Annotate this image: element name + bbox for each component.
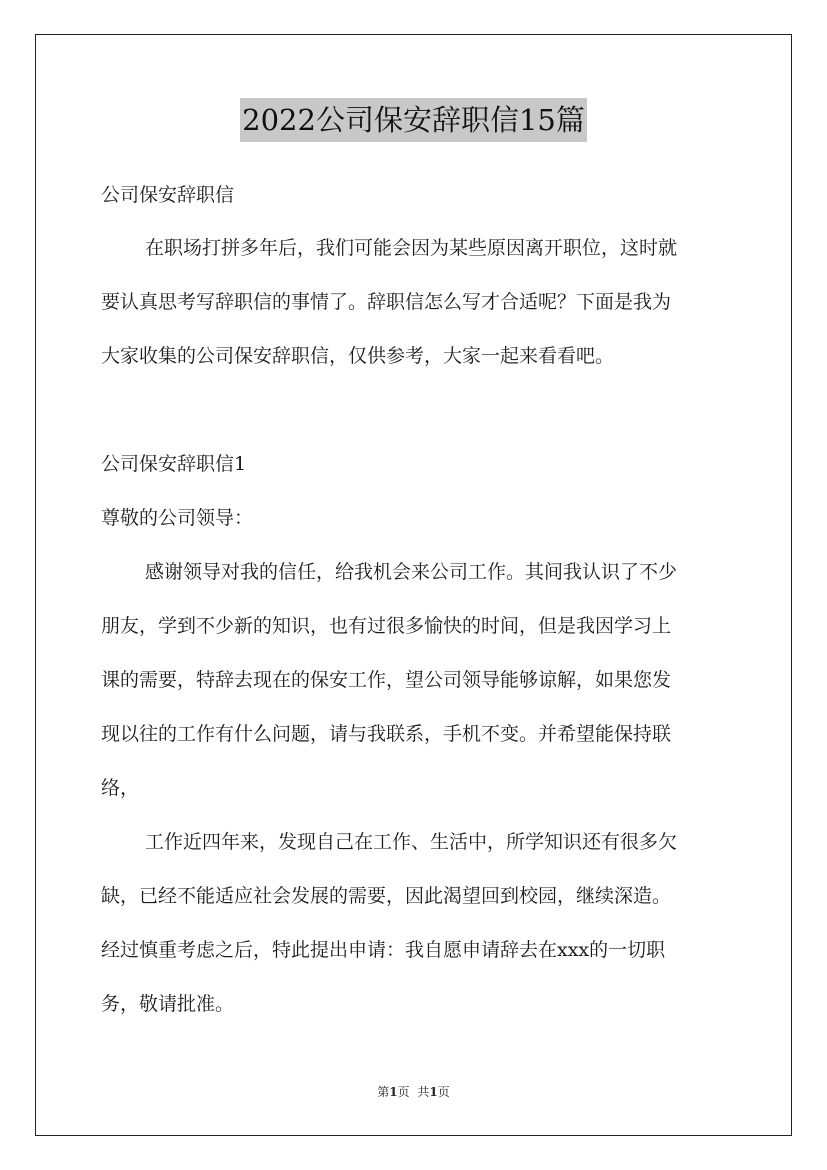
page-footer: [0, 1084, 827, 1100]
para2-line-2: 缺，已经不能适应社会发展的需要，因此渴望回到校园，继续深造。: [101, 885, 672, 907]
intro-line-1: 在职场打拼多年后，我们可能会因为某些原因离开职位，这时就: [145, 237, 678, 259]
para1-line-5: 络，: [101, 777, 140, 799]
footer-total-pages: 1: [429, 1085, 438, 1099]
para2-line-3: 经过慎重考虑之后，特此提出申请：我自愿申请辞去在xxx的一切职: [101, 939, 666, 961]
footer-total-prefix: 共: [417, 1085, 430, 1099]
para2-line-4: 务，敬请批准。: [101, 993, 235, 1015]
title-container: [0, 98, 827, 142]
para1-line-4: 现以往的工作有什么问题，请与我联系，手机不变。并希望能保持联: [101, 723, 672, 745]
para1-line-1: 感谢领导对我的信任，给我机会来公司工作。其间我认识了不少: [145, 561, 678, 583]
intro-line-2: 要认真思考写辞职信的事情了。辞职信怎么写才合适呢？下面是我为: [101, 291, 672, 313]
footer-total-suffix: 页: [437, 1085, 450, 1099]
salutation: 尊敬的公司领导：: [101, 507, 254, 529]
section-heading-intro: 公司保安辞职信: [101, 184, 235, 206]
footer-page-suffix: 页: [397, 1085, 410, 1099]
document-title: 2022公司保安辞职信15篇: [240, 98, 587, 142]
footer-page-number: 1: [389, 1085, 398, 1099]
section-heading-1: 公司保安辞职信1: [101, 453, 247, 475]
para1-line-2: 朋友，学到不少新的知识，也有过很多愉快的时间，但是我因学习上: [101, 615, 672, 637]
para2-line-1: 工作近四年来，发现自己在工作、生活中，所学知识还有很多欠: [145, 831, 678, 853]
para1-line-3: 课的需要，特辞去现在的保安工作，望公司领导能够谅解，如果您发: [101, 669, 672, 691]
footer-page-prefix: 第: [377, 1085, 390, 1099]
intro-line-3: 大家收集的公司保安辞职信，仅供参考，大家一起来看看吧。: [101, 345, 615, 367]
